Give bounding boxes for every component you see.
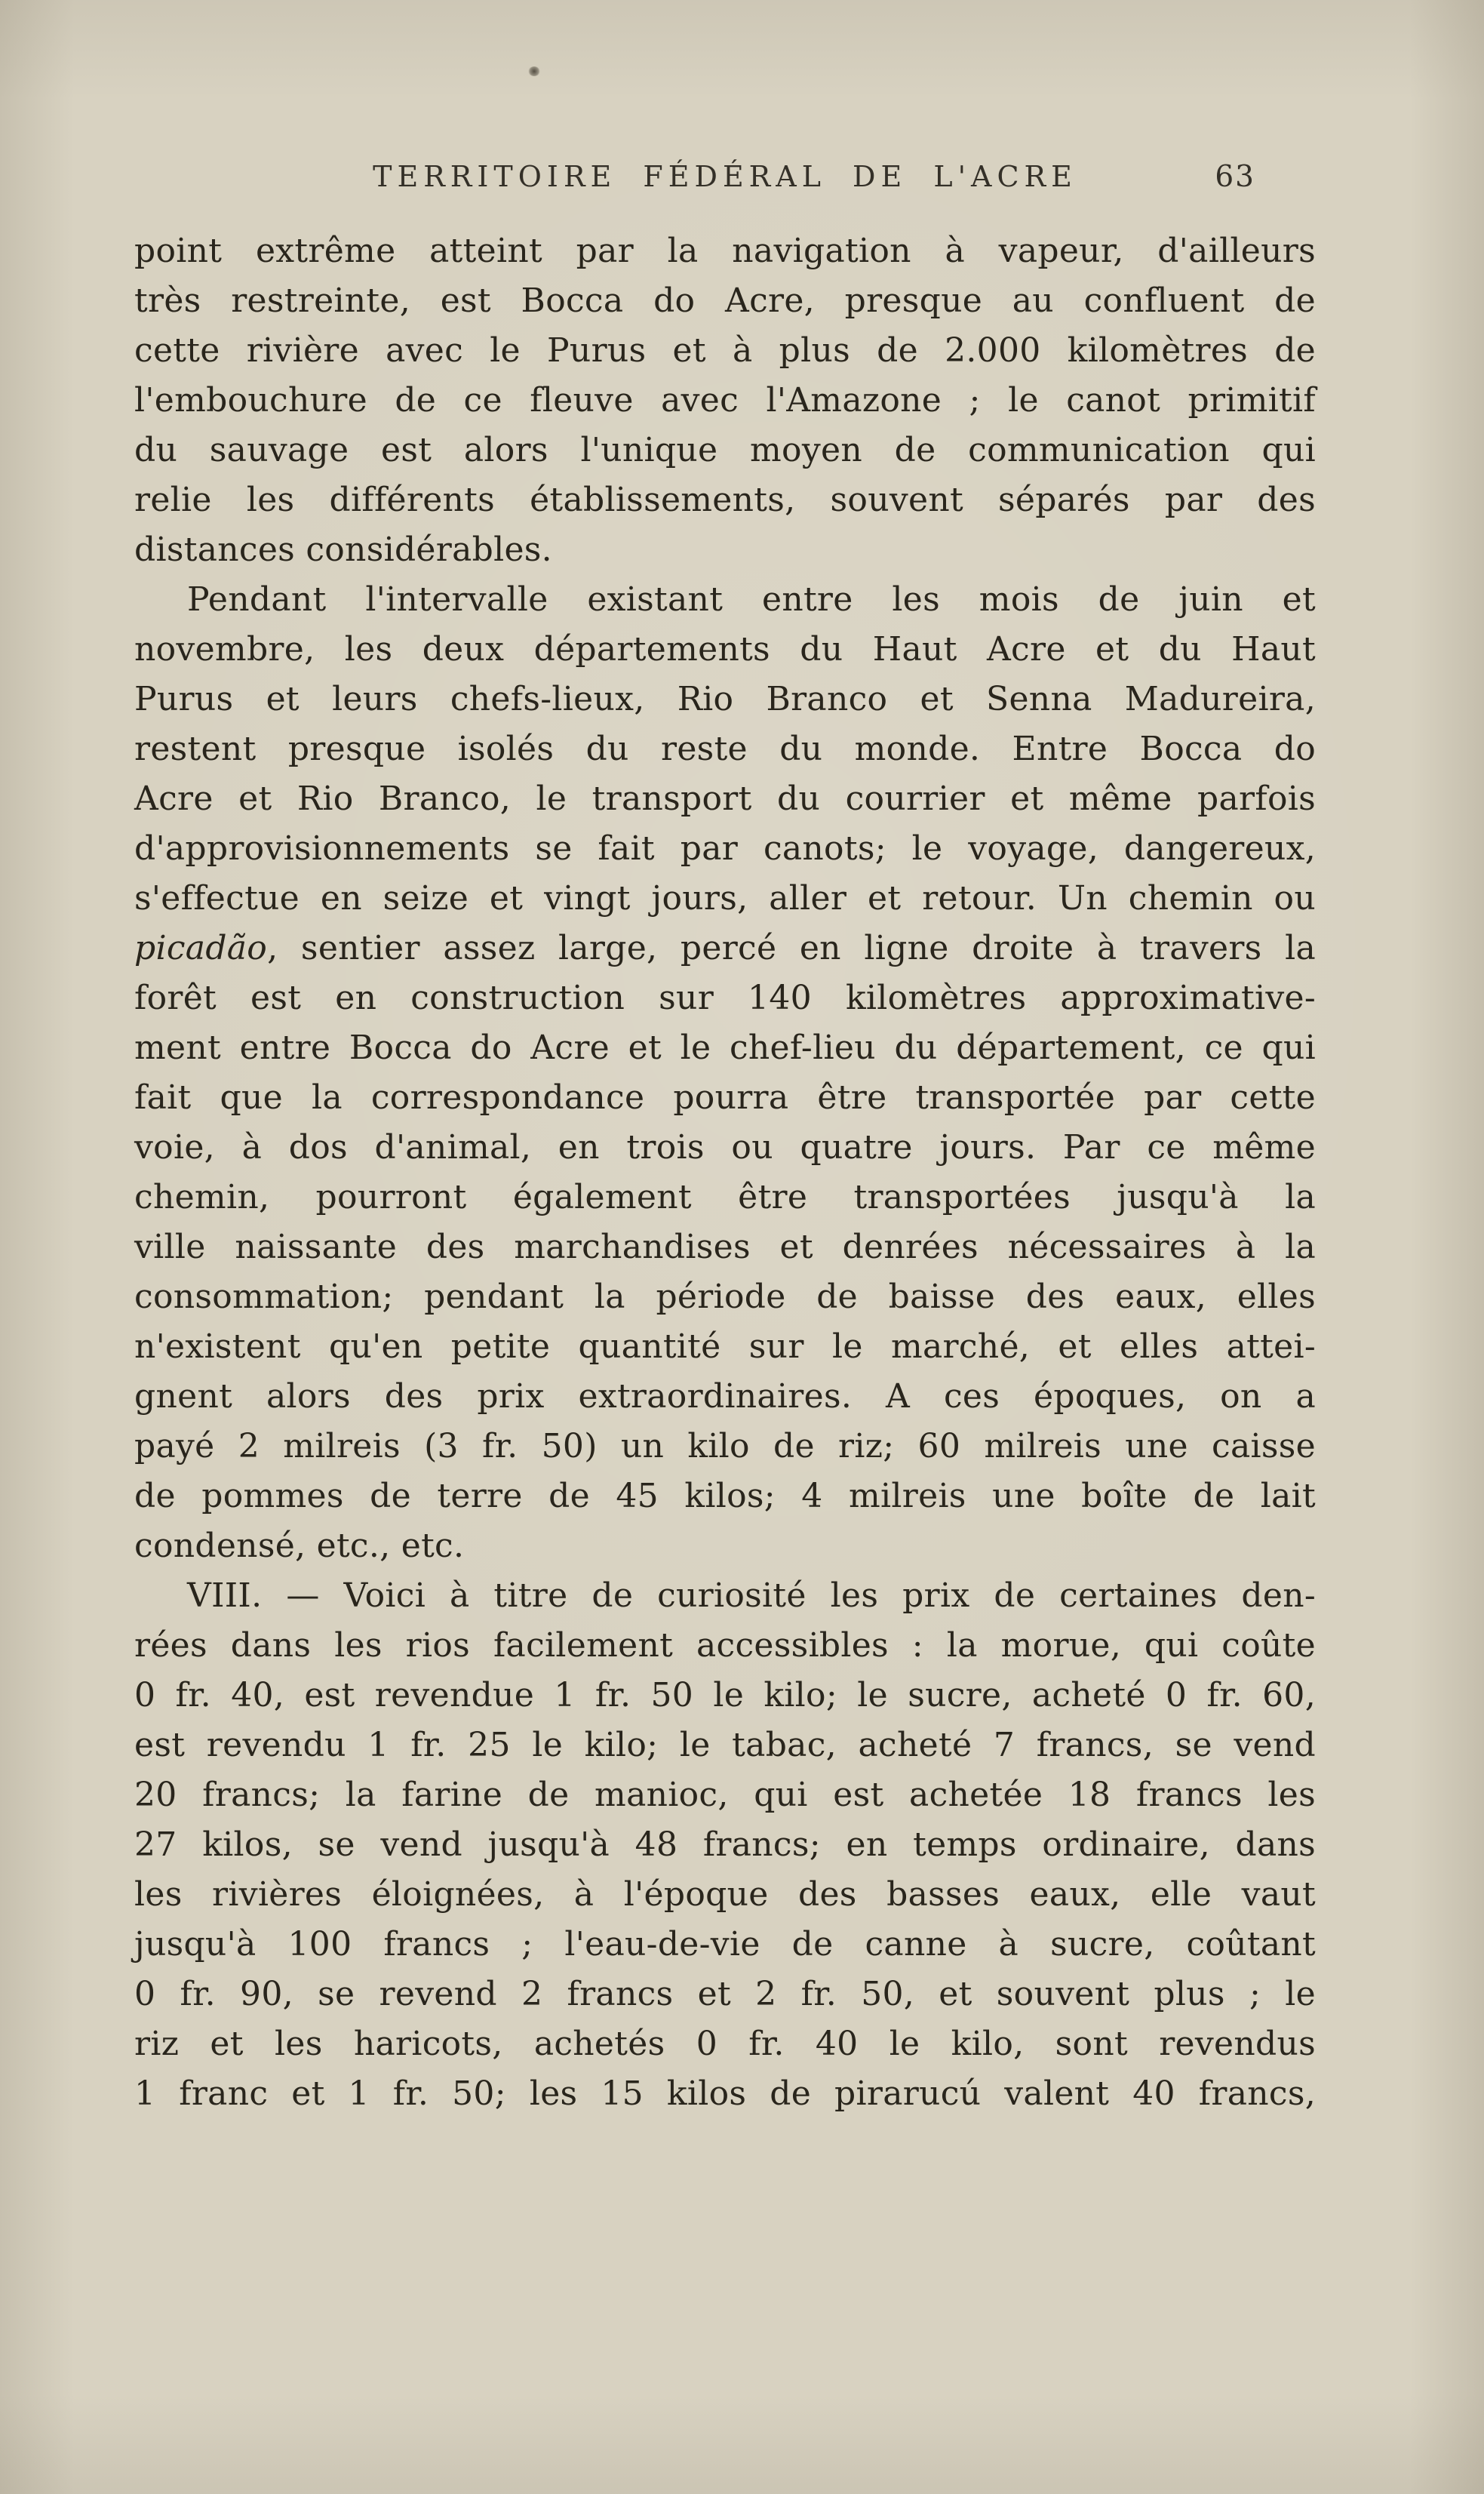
text-line [134,1023,1316,1073]
text-line [134,675,1316,724]
text-line [134,1820,1316,1870]
text-run: Acre et Rio Branco, le transport du courrier et même parfois [134,780,1316,818]
text-run: du sauvage est alors l'unique moyen de communication qui [134,431,1316,469]
text-run: 0 fr. 40, est revendue 1 fr. 50 le kilo; le sucre, acheté 0 fr. 60, [134,1676,1316,1714]
text-run: les rivières éloignées, à l'époque des basses eaux, elle vaut [134,1875,1316,1914]
text-run: cette rivière avec le Purus et à plus de 2.000 kilomètres de [134,331,1316,370]
text-run: distances considérables. [134,530,552,569]
text-run: s'effectue en seize et vingt jours, aller et retour. Un chemin ou [134,879,1316,918]
text-run: d'approvisionnements se fait par canots; le voyage, dangereux, [134,829,1316,868]
text-line [134,2019,1316,2069]
text-line [134,1272,1316,1322]
text-run: n'existent qu'en petite quantité sur le marché, et elles attei- [134,1327,1316,1366]
text-line [134,824,1316,874]
text-run: 0 fr. 90, se revend 2 francs et 2 fr. 50, et souvent plus ; le [134,1975,1316,2013]
text-line [134,874,1316,924]
text-run: gnent alors des prix extraordinaires. A ces époques, on a [134,1377,1316,1416]
text-line [134,276,1316,326]
text-run: Pendant l'intervalle existant entre les mois de juin et [187,580,1316,619]
text-run: fait que la correspondance pourra être transportée par cette [134,1078,1316,1117]
text-line [134,475,1316,525]
text-run: point extrême atteint par la navigation à vapeur, d'ailleurs [134,232,1316,270]
page-number: 63 [1215,160,1255,194]
ink-speck [528,66,540,76]
text-run: de pommes de terre de 45 kilos; 4 milreis une boîte de lait [134,1477,1316,1515]
text-run: forêt est en construction sur 140 kilomètres approximative- [134,979,1316,1017]
paragraph [134,226,1316,575]
text-line [134,1372,1316,1422]
text-line [134,326,1316,376]
text-line [134,924,1316,973]
text-line [134,2069,1316,2119]
text-line [134,1123,1316,1173]
paragraph [134,1571,1316,2119]
text-line [134,774,1316,824]
running-header [134,160,1316,205]
text-line [134,575,1316,625]
text-run: novembre, les deux départements du Haut Acre et du Haut [134,630,1316,669]
text-line [134,525,1316,575]
text-line [134,1173,1316,1222]
text-run: , sentier assez large, percé en ligne droite à travers la [267,929,1316,967]
text-run: l'embouchure de ce fleuve avec l'Amazone ; le canot primitif [134,381,1316,420]
text-run: ment entre Bocca do Acre et le chef-lieu du département, ce qui [134,1029,1316,1067]
text-line [134,1222,1316,1272]
text-line [134,376,1316,426]
text-line [134,1322,1316,1372]
text-run: Purus et leurs chefs-lieux, Rio Branco et Senna Madureira, [134,680,1316,718]
text-line [134,1770,1316,1820]
text-run: chemin, pourront également être transportées jusqu'à la [134,1178,1316,1216]
text-run: 20 francs; la farine de manioc, qui est achetée 18 francs les [134,1776,1316,1814]
text-line [134,1571,1316,1621]
text-line [134,625,1316,675]
text-line [134,1521,1316,1571]
text-run: très restreinte, est Bocca do Acre, presque au confluent de [134,281,1316,320]
text-run: restent presque isolés du reste du monde. Entre Bocca do [134,730,1316,768]
text-block [134,226,1316,2119]
text-line [134,1920,1316,1970]
text-run: rées dans les rios facilement accessibles : la morue, qui coûte [134,1626,1316,1665]
text-run: jusqu'à 100 francs ; l'eau-de-vie de canne à sucre, coûtant [134,1925,1316,1964]
text-line [134,1471,1316,1521]
text-line [134,226,1316,276]
text-line [134,1073,1316,1123]
text-run: VIII. — Voici à titre de curiosité les prix de certaines den- [187,1576,1316,1615]
text-run: riz et les haricots, achetés 0 fr. 40 le kilo, sont revendus [134,2025,1316,2063]
text-run: 27 kilos, se vend jusqu'à 48 francs; en temps ordinaire, dans [134,1825,1316,1864]
header-title: TERRITOIRE FÉDÉRAL DE L'ACRE [373,160,1077,193]
text-run: relie les différents établissements, souvent séparés par des [134,481,1316,519]
text-line [134,1870,1316,1920]
text-line [134,973,1316,1023]
text-run: ville naissante des marchandises et denrées nécessaires à la [134,1228,1316,1266]
text-run: 1 franc et 1 fr. 50; les 15 kilos de pirarucú valent 40 francs, [134,2074,1316,2113]
paragraph [134,575,1316,1571]
text-line [134,1721,1316,1770]
italic-term: picadão [134,929,268,967]
text-line [134,1671,1316,1721]
text-run: consommation; pendant la période de baisse des eaux, elles [134,1278,1316,1316]
text-line [134,426,1316,475]
text-run: voie, à dos d'animal, en trois ou quatre jours. Par ce même [134,1128,1316,1167]
text-line [134,724,1316,774]
text-line [134,1970,1316,2019]
text-line [134,1621,1316,1671]
text-run: payé 2 milreis (3 fr. 50) un kilo de riz; 60 milreis une caisse [134,1427,1316,1465]
text-run: condensé, etc., etc. [134,1527,465,1565]
text-line [134,1422,1316,1471]
text-run: est revendu 1 fr. 25 le kilo; le tabac, acheté 7 francs, se vend [134,1726,1316,1764]
